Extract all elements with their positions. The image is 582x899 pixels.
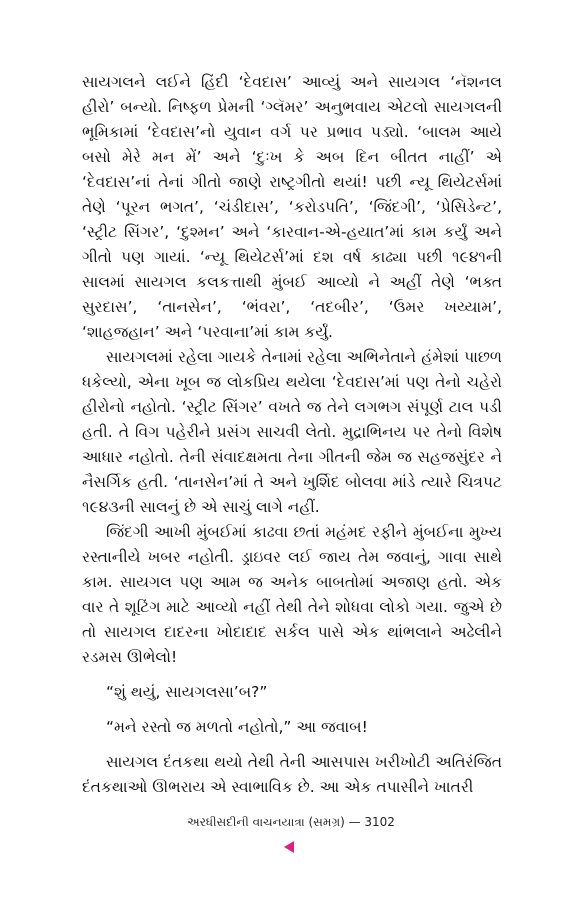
dialogue-line-1: “શું થયું, સાયગલસા’બ?”: [106, 683, 268, 701]
left-triangle-icon[interactable]: [284, 841, 294, 853]
closing-paragraph: સાયગલ દંતકથા થયો તેથી તેની આસપાસ ખરીખોટી અતિરંજિત દંતકથાઓ ઊભરાય એ સ્વાભાવિક છે. આ એક તપાસીને ખાતરી: [82, 753, 502, 796]
paragraph-3: જિંદગી આખી મુંબઈમાં કાઢવા છતાં મહંમદ રફીને મુંબઈના મુખ્ય રસ્તાનીયે ખબર નહોતી. ડ્રાઇવર લઈ જાય તેમ જવાનું, ગાવા સાથે કામ. સાયગલ પણ આમ જ અનેક બાબતોમાં અજાણ હતો. એક વાર તે શૂટિંગ માટે આવ્યો નહીં તેથી તેને શોધવા લોકો ગયા. જુએ છે તો સાયગલ દાદરના ખોદાદાદ સર્કલ પાસે એક થાંભલાને અઢેલીને રડમસ ઊભેલો!: [82, 523, 502, 666]
paragraph-2: સાયગલમાં રહેલા ગાયકે તેનામાં રહેલા અભિનેતાને હંમેશાં પાછળ ધકેલ્યો, એના ખૂબ જ લોકપ્રિય થયેલા ‘દેવદાસ’માં પણ તેનો ચહેરો હીરોનો નહોતો. ‘સ્ટ્રીટ સિંગર’ વખતે જ તેને લગભગ સંપૂર્ણ ટાલ પડી હતી. તે વિગ પહેરીને પ્રસંગ સાચવી લેતો. મુદ્રાભિનય પર તેનો વિશેષ આધાર નહોતો. તેની સંવાદક્ષમતા તેના ગીતની જેમ જ સહજસુંદર ને નૈસર્ગિક હતી. ‘તાનસેન’માં તે અને ખુર્શિદ બોલવા માંડે ત્યારે ચિત્રપટ ૧૯૪૩ની સાલનું છે એ સાચું લાગે નહીં.: [82, 348, 502, 516]
page-footer: અરધીસદીની વાચનયાત્રા (સમગ્ર) — 3102: [187, 815, 395, 829]
body-text: [82, 70, 502, 800]
paragraph-1: સાયગલને લઈને હિંદી ‘દેવદાસ’ આવ્યું અને સાયગલ ‘નૅશનલ હીરો’ બન્યો. નિષ્ફળ પ્રેમની ‘ગ્લૅમર’ અનુભવાય એટલો સાયગલની ભૂમિકામાં ‘દેવદાસ’નો યુવાન વર્ગ પર પ્રભાવ પડ્યો. ‘બાલમ આયે બસો મેરે મન મેં’ અને ‘દુઃખ કે અબ દિન બીતત નાહીં’ એ ‘દેવદાસ’નાં તેનાં ગીતો જાણે રાષ્ટ્રગીતો થયાં! પછી ન્યૂ થિયેટર્સમાં તેણે ‘પૂરન ભગત’, ‘ચંડીદાસ’, ‘કરોડપતિ’, ‘જિંદગી’, ‘પ્રેસિડેન્ટ’, ‘સ્ટ્રીટ સિંગર’, ‘દુશ્મન’ અને ‘કારવાન-એ-હયાત’માં કામ કર્યું અને ગીતો પણ ગાયાં. ‘ન્યૂ થિયેટર્સ’માં દશ વર્ષ કાઢ્યા પછી ૧૯૪૧ની સાલમાં સાયગલ કલકત્તાથી મુંબઈ આવ્યો ને અહીં તેણે ‘ભક્ત સુરદાસ’, ‘તાનસેન’, ‘ભંવરા’, ‘તદબીર’, ‘ઉમર ખય્યામ’, ‘શાહજહાન’ અને ‘પરવાના’માં કામ કર્યું.: [82, 73, 502, 341]
dialogue-line-2: “મને રસ્તો જ મળતો નહોતો,” આ જવાબ!: [106, 718, 368, 736]
